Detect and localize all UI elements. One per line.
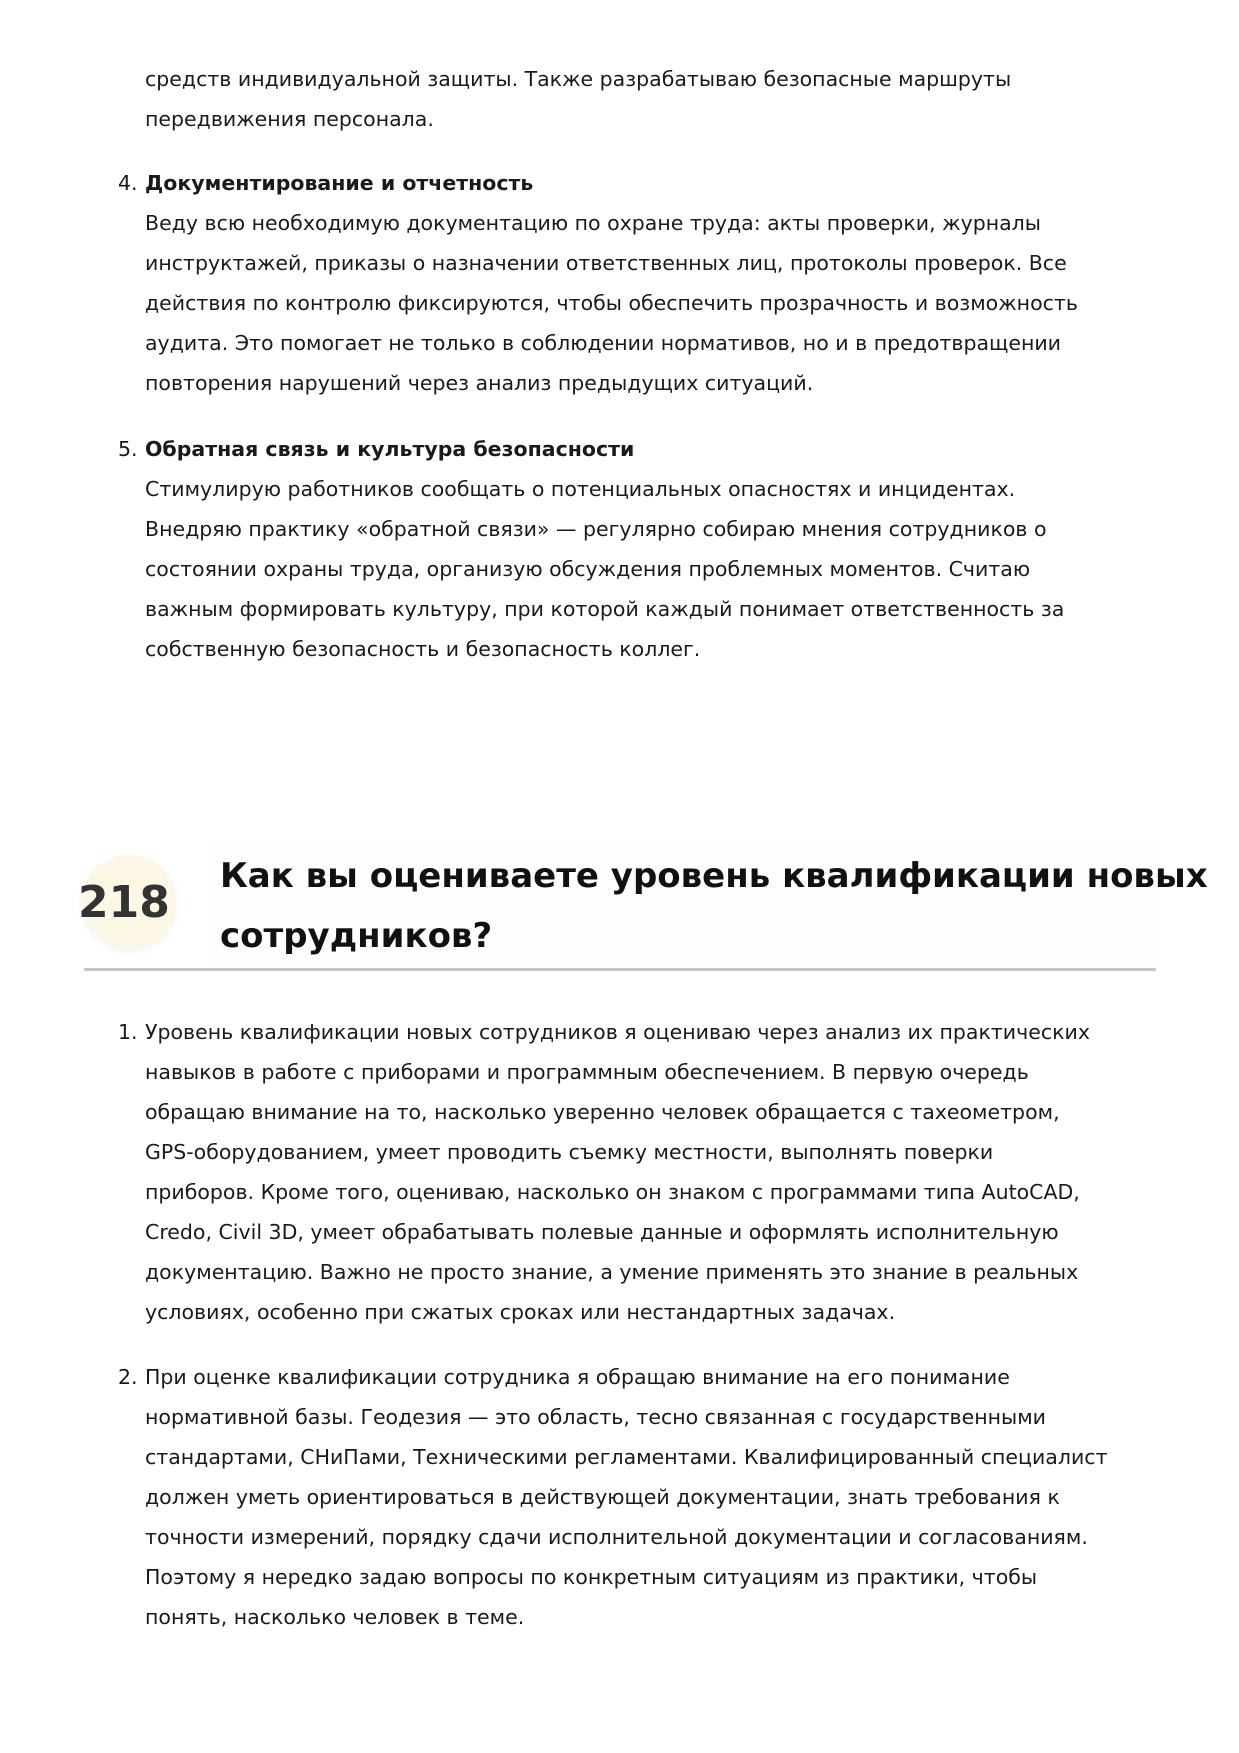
list-number: 2. [118, 1365, 138, 1389]
list-item-5 [118, 429, 1165, 669]
text-line: нормативной базы. Геодезия — это область, тесно связанная с государственными [145, 1405, 1046, 1429]
text-line: повторения нарушений через анализ предыдущих ситуаций. [145, 371, 814, 395]
title-line: сотрудников? [220, 916, 493, 956]
text-line: должен уметь ориентироваться в действующей документации, знать требования к [145, 1485, 1060, 1509]
text-line: Внедряю практику «обратной связи» — регулярно собираю мнения сотрудников о [145, 517, 1047, 541]
text-line: GPS-оборудованием, умеет проводить съемку местности, выполнять поверки [145, 1140, 994, 1164]
divider [84, 968, 1156, 971]
item3-tail [145, 59, 1165, 139]
text-line: важным формировать культуру, при которой каждый понимает ответственность за [145, 597, 1065, 621]
question-number-badge [78, 855, 176, 949]
text-line: действия по контролю фиксируются, чтобы обеспечить прозрачность и возможность [145, 291, 1078, 315]
text-line: состоянии охраны труда, организую обсуждения проблемных моментов. Считаю [145, 557, 1031, 581]
item-title: Документирование и отчетность [145, 171, 534, 195]
text-line: Стимулирую работников сообщать о потенциальных опасностях и инцидентах. [145, 477, 1016, 501]
answer-1 [118, 1012, 1165, 1332]
item-title: Обратная связь и культура безопасности [145, 437, 635, 461]
list-number: 5. [118, 437, 138, 461]
text-line: стандартами, СНиПами, Техническими регламентами. Квалифицированный специалист [145, 1445, 1108, 1469]
text-line: Уровень квалификации новых сотрудников я оцениваю через анализ их практических [145, 1020, 1090, 1044]
text-line: Credo, Civil 3D, умеет обрабатывать полевые данные и оформлять исполнительную [145, 1220, 1059, 1244]
text-line: средств индивидуальной защиты. Также разрабатываю безопасные маршруты [145, 67, 1012, 91]
list-number: 4. [118, 171, 138, 195]
text-line: точности измерений, порядку сдачи исполнительной документации и согласованиям. [145, 1525, 1088, 1549]
text-line: обращаю внимание на то, насколько уверенно человек обращается с тахеометром, [145, 1100, 1060, 1124]
text-line: аудита. Это помогает не только в соблюдении нормативов, но и в предотвращении [145, 331, 1062, 355]
text-line: Веду всю необходимую документацию по охране труда: акты проверки, журналы [145, 211, 1041, 235]
text-line: понять, насколько человек в теме. [145, 1605, 525, 1629]
text-line: инструктажей, приказы о назначении ответственных лиц, протоколы проверок. Все [145, 251, 1067, 275]
question-title [220, 846, 1208, 966]
list-number: 1. [118, 1020, 138, 1044]
text-line: приборов. Кроме того, оцениваю, насколько он знаком с программами типа AutoCAD, [145, 1180, 1080, 1204]
answer-2 [118, 1357, 1165, 1637]
text-line: собственную безопасность и безопасность коллег. [145, 637, 701, 661]
text-line: передвижения персонала. [145, 107, 434, 131]
text-line: навыков в работе с приборами и программным обеспечением. В первую очередь [145, 1060, 1029, 1084]
text-line: документацию. Важно не просто знание, а умение применять это знание в реальных [145, 1260, 1079, 1284]
question-number: 218 [78, 877, 170, 928]
text-line: Поэтому я нередко задаю вопросы по конкретным ситуациям из практики, чтобы [145, 1565, 1038, 1589]
list-item-4 [118, 163, 1165, 403]
text-line: При оценке квалификации сотрудника я обращаю внимание на его понимание [145, 1365, 1010, 1389]
text-line: условиях, особенно при сжатых сроках или нестандартных задачах. [145, 1300, 896, 1324]
title-line: Как вы оцениваете уровень квалификации новых [220, 856, 1208, 896]
